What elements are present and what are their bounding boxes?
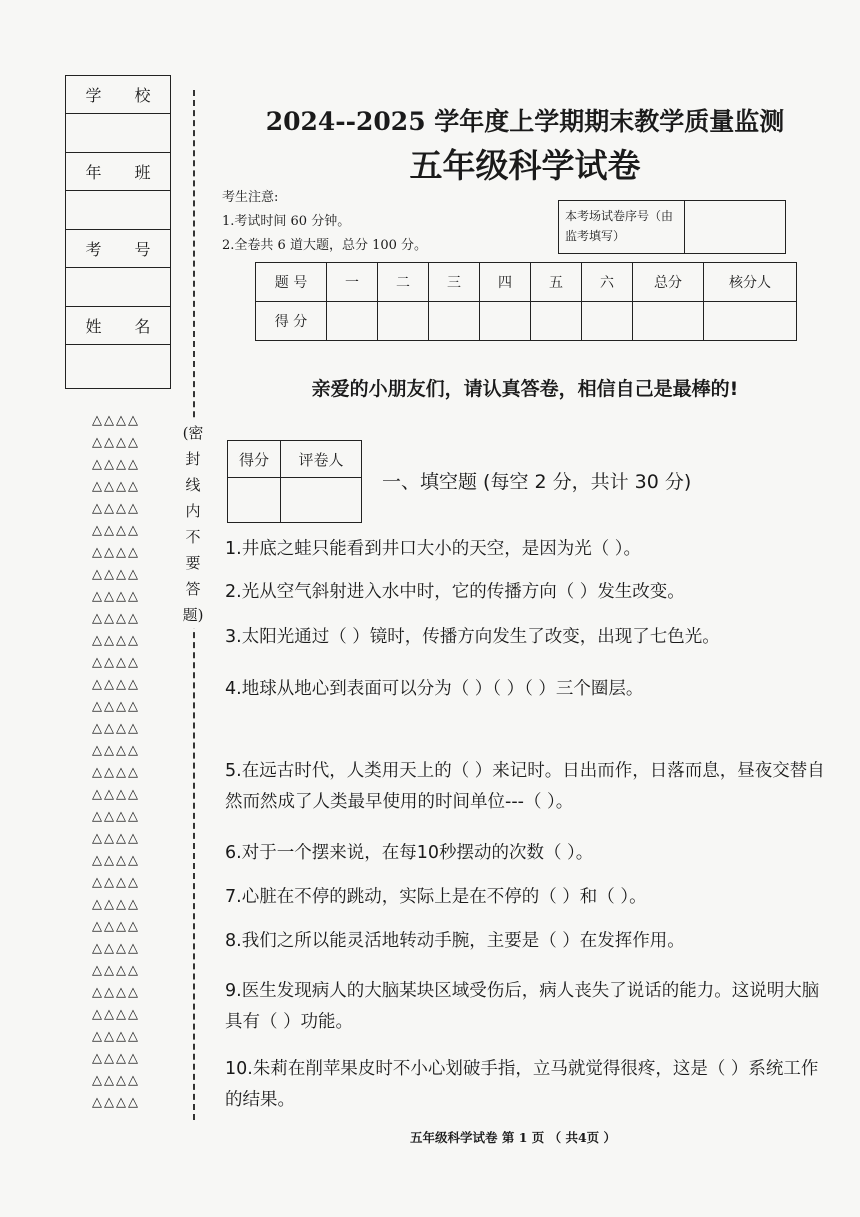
page-footer: 五年级科学试卷 第 1 页 （ 共4页 ） <box>410 1130 617 1145</box>
score-header-cell: 一 <box>327 263 378 302</box>
school-field[interactable] <box>66 114 170 153</box>
score-header-cell: 四 <box>480 263 531 302</box>
notes-heading: 考生注意: <box>222 190 279 205</box>
triangle-row: △△△△ <box>92 699 140 714</box>
score-cell[interactable] <box>633 302 704 341</box>
question-item: 6.对于一个摆来说，在每10秒摆动的次数（ ）。 <box>225 843 594 863</box>
grader-score-header: 得分 <box>228 441 281 478</box>
serial-number-field[interactable] <box>685 201 785 253</box>
triangle-row: △△△△ <box>92 919 140 934</box>
score-header-cell: 总分 <box>633 263 704 302</box>
exam-number-field[interactable] <box>66 268 170 307</box>
score-header-cell: 六 <box>582 263 633 302</box>
class-label: 年 班 <box>66 153 170 191</box>
score-cell[interactable] <box>480 302 531 341</box>
question-item: 5.在远古时代，人类用天上的（ ）来记时。日出而作，日落而息，昼夜交替自然而然成了人类最早使用的时间单位---（ ）。 <box>225 761 825 812</box>
question-item: 2.光从空气斜射进入水中时，它的传播方向（ ）发生改变。 <box>225 582 685 602</box>
triangle-row: △△△△ <box>92 941 140 956</box>
triangle-row: △△△△ <box>92 853 140 868</box>
triangle-row: △△△△ <box>92 545 140 560</box>
triangle-column <box>92 410 172 1114</box>
class-field[interactable] <box>66 191 170 230</box>
triangle-row: △△△△ <box>92 897 140 912</box>
triangle-row: △△△△ <box>92 1051 140 1066</box>
score-cell[interactable] <box>531 302 582 341</box>
triangle-row: △△△△ <box>92 501 140 516</box>
section-title: 一、填空题 (每空 2 分，共计 30 分) <box>382 471 692 493</box>
score-header-row <box>256 263 797 302</box>
question-item: 8.我们之所以能灵活地转动手腕，主要是（ ）在发挥作用。 <box>225 931 685 951</box>
question-item: 10.朱莉在削苹果皮时不小心划破手指，立马就觉得很疼，这是（ ）系统工作的结果。 <box>225 1059 819 1110</box>
triangle-row: △△△△ <box>92 963 140 978</box>
triangle-row: △△△△ <box>92 809 140 824</box>
name-field[interactable] <box>66 345 170 384</box>
question-item: 4.地球从地心到表面可以分为（ ）（ ）（ ）三个圈层。 <box>225 679 644 699</box>
triangle-row: △△△△ <box>92 1007 140 1022</box>
seal-text: (密 封 线 内 不 要 答 题) <box>180 420 206 628</box>
grader-name-header: 评卷人 <box>281 441 362 478</box>
triangle-row: △△△△ <box>92 1073 140 1088</box>
grader-name-cell[interactable] <box>281 478 362 523</box>
serial-number-label: 本考场试卷序号（由监考填写） <box>559 201 685 253</box>
triangle-row: △△△△ <box>92 1095 140 1110</box>
triangle-row: △△△△ <box>92 479 140 494</box>
triangle-row: △△△△ <box>92 765 140 780</box>
exam-notes <box>222 186 427 258</box>
score-cell[interactable] <box>327 302 378 341</box>
score-cell[interactable] <box>582 302 633 341</box>
exam-subtitle: 五年级科学试卷 <box>409 146 641 185</box>
question-item: 1.井底之蛙只能看到井口大小的天空，是因为光（ ）。 <box>225 539 642 559</box>
question-item: 7.心脏在不停的跳动，实际上是在不停的（ ）和（ ）。 <box>225 887 647 907</box>
triangle-row: △△△△ <box>92 743 140 758</box>
score-header-cell: 核分人 <box>704 263 797 302</box>
motto: 亲爱的小朋友们，请认真答卷，相信自己是最棒的! <box>311 378 739 400</box>
triangle-row: △△△△ <box>92 1029 140 1044</box>
triangle-row: △△△△ <box>92 655 140 670</box>
note-total: 2.全卷共 6 道大题，总分 100 分。 <box>222 238 428 253</box>
serial-number-box <box>558 200 786 254</box>
score-value-row <box>256 302 797 341</box>
school-label: 学 校 <box>66 76 170 114</box>
note-time: 1.考试时间 60 分钟。 <box>222 214 351 229</box>
triangle-row: △△△△ <box>92 435 140 450</box>
score-row-label: 得 分 <box>256 302 327 341</box>
score-header-cell: 题 号 <box>256 263 327 302</box>
score-table <box>255 262 797 341</box>
triangle-row: △△△△ <box>92 875 140 890</box>
triangle-row: △△△△ <box>92 611 140 626</box>
name-label: 姓 名 <box>66 307 170 345</box>
question-item: 9.医生发现病人的大脑某块区域受伤后，病人丧失了说话的能力。这说明大脑具有（ ）功能。 <box>225 981 820 1032</box>
triangle-row: △△△△ <box>92 677 140 692</box>
exam-title: 2024--2025 学年度上学期期末教学质量监测 <box>265 107 785 136</box>
score-header-cell: 五 <box>531 263 582 302</box>
triangle-row: △△△△ <box>92 589 140 604</box>
triangle-row: △△△△ <box>92 787 140 802</box>
grader-score-cell[interactable] <box>228 478 281 523</box>
triangle-row: △△△△ <box>92 523 140 538</box>
score-cell[interactable] <box>429 302 480 341</box>
question-item: 3.太阳光通过（ ）镜时，传播方向发生了改变，出现了七色光。 <box>225 627 720 647</box>
triangle-row: △△△△ <box>92 633 140 648</box>
triangle-row: △△△△ <box>92 831 140 846</box>
triangle-row: △△△△ <box>92 567 140 582</box>
triangle-row: △△△△ <box>92 413 140 428</box>
score-cell[interactable] <box>704 302 797 341</box>
grader-table <box>227 440 362 523</box>
score-header-cell: 三 <box>429 263 480 302</box>
student-info-box <box>65 75 171 389</box>
triangle-row: △△△△ <box>92 457 140 472</box>
exam-number-label: 考 号 <box>66 230 170 268</box>
triangle-row: △△△△ <box>92 721 140 736</box>
score-cell[interactable] <box>378 302 429 341</box>
score-header-cell: 二 <box>378 263 429 302</box>
triangle-row: △△△△ <box>92 985 140 1000</box>
